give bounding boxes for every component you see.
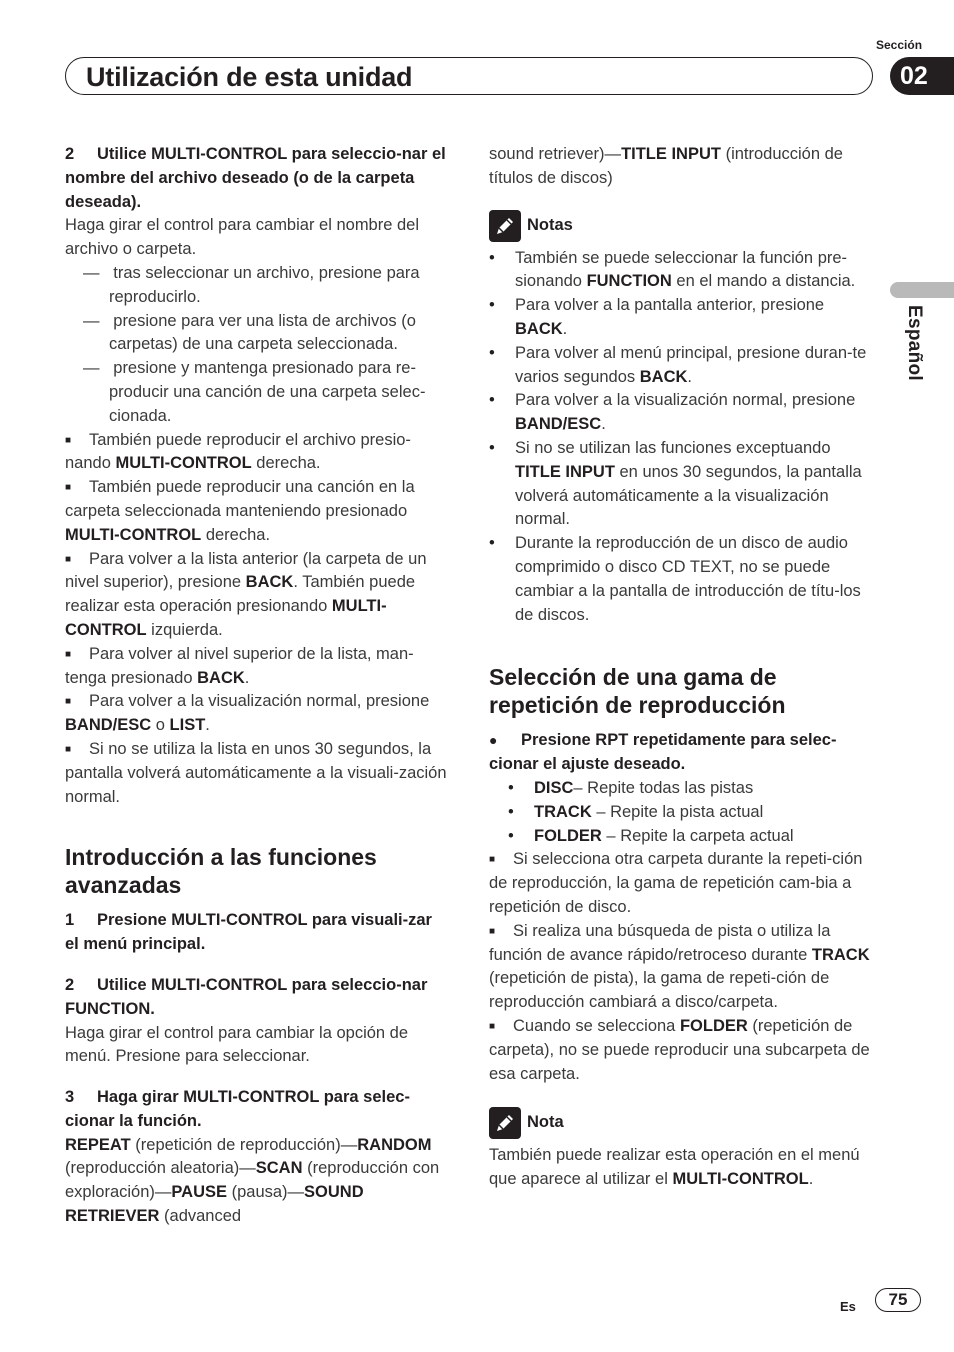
step-heading: 2 Utilice MULTI-CONTROL para seleccio-nar el nombre del archivo deseado (o de la carpeta deseada).	[65, 145, 446, 211]
function-list: REPEAT (repetición de reproducción)—RANDOM (reproducción aleatoria)—SCAN (reproducción con exploración)—PAUSE (pausa)—SOUND RETRIEVER (advanced	[65, 1135, 440, 1226]
square-bullet-icon: ■	[65, 648, 72, 660]
note-header	[489, 1106, 879, 1140]
tip-item: ■ También puede reproducir el archivo presio-nando MULTI-CONTROL derecha.	[65, 430, 411, 473]
step-heading: ● Presione RPT repetidamente para selec-cionar el ajuste deseado.	[489, 731, 837, 774]
option-item: • FOLDER – Repite la carpeta actual	[508, 826, 794, 845]
square-bullet-icon: ■	[65, 696, 72, 708]
square-bullet-icon: ■	[65, 553, 72, 565]
note-item: • Si no se utilizan las funciones exceptuando TITLE INPUT en unos 30 segundos, la pantalla volverá automáticamente a la visualización normal.	[489, 438, 862, 529]
square-bullet-icon: ■	[65, 482, 72, 494]
square-bullet-icon: ■	[65, 743, 72, 755]
notes-header	[489, 209, 879, 243]
square-bullet-icon: ■	[65, 434, 72, 446]
note-item: • Para volver a la pantalla anterior, presione BACK.	[489, 296, 825, 338]
language-tab	[890, 282, 954, 298]
section-heading: Introducción a las funciones avanzadas	[65, 844, 377, 899]
body-text: Haga girar el control para cambiar el nombre del archivo o carpeta.	[65, 216, 420, 259]
section-heading: Selección de una gama de repetición de reproducción	[489, 664, 786, 719]
note-item: • Para volver al menú principal, presione duran-te varios segundos BACK.	[489, 343, 867, 386]
section-number-badge: 02	[890, 57, 954, 95]
notes-title: Notas	[527, 215, 573, 234]
left-column	[65, 143, 450, 1229]
list-item: — presione y mantenga presionado para re-producir una canción de una carpeta selec-cionada.	[83, 359, 426, 425]
note-item: • Para volver a la visualización normal, presione BAND/ESC.	[489, 391, 856, 434]
tip-item: ■ Cuando se selecciona FOLDER (repetición de carpeta), no se puede reproducir una subcarpeta de esa carpeta.	[489, 1016, 870, 1083]
page-number: 75	[875, 1288, 921, 1312]
tip-item: ■ Si no se utiliza la lista en unos 30 segundos, la pantalla volverá automáticamente a la visuali-zación normal.	[65, 739, 447, 806]
step-heading: 2 Utilice MULTI-CONTROL para seleccio-nar FUNCTION.	[65, 975, 428, 1018]
right-column	[489, 143, 879, 1192]
list-item: — tras seleccionar un archivo, presione para reproducirlo.	[83, 263, 420, 306]
note-pencil-icon	[489, 1107, 521, 1139]
function-list-continued: sound retriever)—TITLE INPUT (introducción de títulos de discos)	[489, 145, 843, 187]
list-item: — presione para ver una lista de archivos (o carpetas) de una carpeta seleccionada.	[83, 311, 416, 354]
note-item: • Durante la reproducción de un disco de audio comprimido o disco CD TEXT, no se puede cambiar a la pantalla de introducción de títu-los de discos.	[489, 534, 861, 624]
square-bullet-icon: ■	[489, 1020, 496, 1032]
square-bullet-icon: ■	[489, 854, 496, 866]
step-heading: 1 Presione MULTI-CONTROL para visuali-zar el menú principal.	[65, 911, 432, 954]
tip-item: ■ Si selecciona otra carpeta durante la repeti-ción de reproducción, la gama de repetición cam-bia a repetición de disco.	[489, 850, 863, 916]
language-code: Es	[840, 1299, 856, 1314]
note-title: Nota	[527, 1113, 564, 1132]
chapter-header	[65, 57, 873, 95]
tip-item: ■ Para volver a la visualización normal, presione BAND/ESC o LIST.	[65, 692, 430, 735]
tip-item: ■ Para volver al nivel superior de la lista, man-tenga presionado BACK.	[65, 644, 414, 687]
filled-circle-bullet-icon: ●	[489, 732, 498, 749]
body-text: Haga girar el control para cambiar la opción de menú. Presione para seleccionar.	[65, 1023, 409, 1066]
square-bullet-icon: ■	[489, 925, 496, 937]
note-item: • También se puede seleccionar la función pre-sionando FUNCTION en el mando a distancia.	[489, 248, 856, 291]
section-label: Sección	[876, 38, 923, 52]
tip-item: ■ También puede reproducir una canción en la carpeta seleccionada manteniendo presionado MULTI-CONTROL derecha.	[65, 478, 415, 544]
option-item: • TRACK – Repite la pista actual	[508, 802, 764, 821]
language-label: Español	[904, 305, 925, 382]
page-title: Utilización de esta unidad	[86, 62, 413, 92]
option-item: • DISC– Repite todas las pistas	[508, 778, 754, 797]
tip-item: ■ Para volver a la lista anterior (la carpeta de un nivel superior), presione BACK. También puede realizar esta operación presionando MULTI-CONTROL izquierda.	[65, 549, 427, 639]
note-text: También puede realizar esta operación en el menú que aparece al utilizar el MULTI-CONTROL.	[489, 1146, 860, 1189]
note-pencil-icon	[489, 210, 521, 242]
step-heading: 3 Haga girar MULTI-CONTROL para selec-cionar la función.	[65, 1088, 410, 1130]
tip-item: ■ Si realiza una búsqueda de pista o utiliza la función de avance rápido/retroceso durante TRACK (repetición de pista), la gama de repeti-ción de reproducción cambiará a disco/carpeta.	[489, 921, 870, 1012]
